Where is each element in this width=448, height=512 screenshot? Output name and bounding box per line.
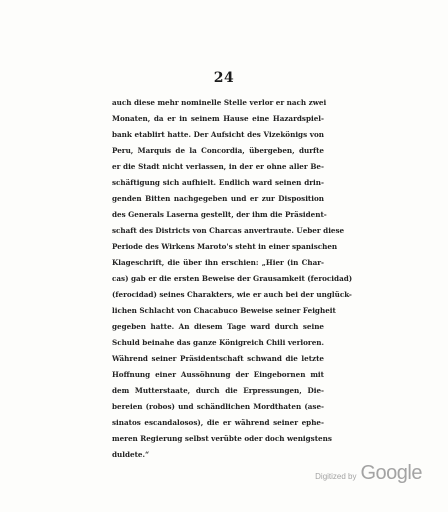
text-line: bereien (robos) und schändlichen Mordthaten (ase- — [112, 402, 324, 411]
text-line: Schuld beinahe das ganze Königreich Chili verloren. — [112, 338, 324, 347]
google-logo: Google — [360, 462, 422, 484]
text-line: Periode des Wirkens Maroto's steht in einer spanischen — [112, 242, 338, 251]
text-line: meren Regierung selbst verübte oder doch wenigstens — [112, 434, 332, 443]
text-line: auch diese mehr nominelle Stelle verlor er nach zwei — [112, 98, 327, 107]
text-line: Klageschrift, die über ihn erschien: „Hier (in Char- — [112, 258, 324, 267]
text-line: Hoffnung einer Aussöhnung der Eingebornen mit — [112, 370, 324, 379]
text-line: duldete.“ — [112, 450, 150, 459]
text-line: dem Mutterstaate, durch die Erpressungen, Die- — [112, 386, 324, 395]
text-line: Monaten, da er in seinem Hause eine Hazardspiel- — [112, 114, 324, 123]
text-line: cas) gab er die ersten Beweise der Grausamkeit (ferocidad) — [112, 274, 353, 283]
watermark-prefix: Digitized by — [315, 472, 357, 481]
text-line: des Generals Laserna gestellt, der ihm die Präsident- — [112, 210, 327, 219]
text-line: Während seiner Präsidentschaft schwand die letzte — [112, 354, 324, 363]
text-line: bank etablirt hatte. Der Aufsicht des Vizekönigs von — [112, 130, 324, 139]
text-line: (ferocidad) seines Charakters, wie er auch bei der unglück- — [112, 290, 352, 299]
text-line: schaft des Districts von Charcas anvertraute. Ueber diese — [112, 226, 345, 235]
text-line: lichen Schlacht von Chacabuco Beweise seiner Feigheit — [112, 306, 336, 315]
text-line: schäftigung sich aufhielt. Endlich ward seinen drin- — [112, 178, 324, 187]
text-line: genden Bitten nachgegeben und er zur Disposition — [112, 194, 324, 203]
text-line: er die Stadt nicht verlassen, in der er ohne aller Be- — [112, 162, 324, 171]
text-line: gegeben hatte. An diesem Tage ward durch seine — [112, 322, 324, 331]
page-number: 24 — [213, 70, 235, 86]
text-line: sinatos escandalosos), die er während seiner ephe- — [112, 418, 324, 427]
body-text — [112, 95, 353, 463]
digitized-watermark — [315, 462, 422, 485]
text-line: Peru, Marquis de la Concordia, übergeben, durfte — [112, 146, 324, 155]
